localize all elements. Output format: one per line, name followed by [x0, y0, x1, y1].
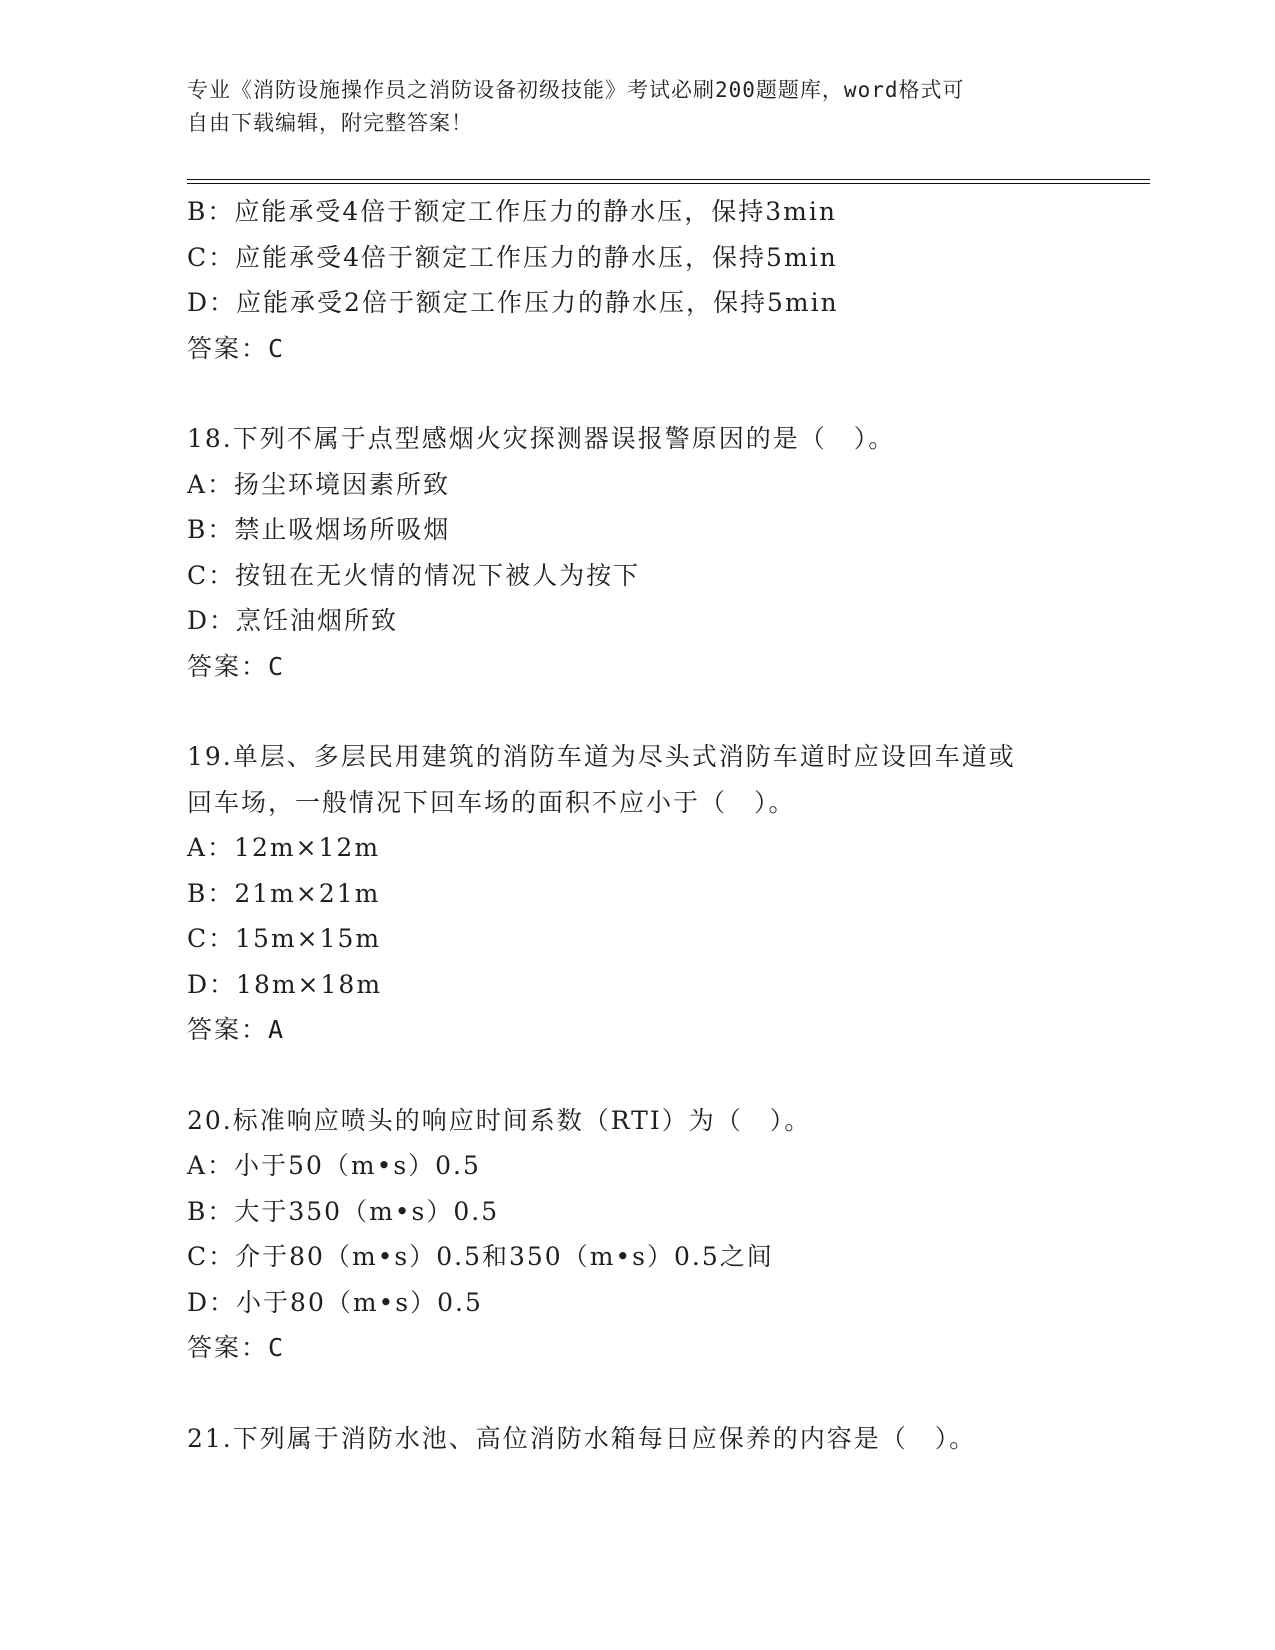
option-c: C：15m×15m [187, 924, 382, 953]
question-19 [187, 734, 1147, 1053]
option-d: D：18m×18m [187, 969, 383, 999]
option-a: A：小于50（m•s）0.5 [187, 1151, 481, 1180]
question-20 [187, 1098, 1147, 1371]
answer-line: 答案：C [187, 333, 286, 363]
option-b: B：21m×21m [187, 878, 381, 908]
option-b: B：大于350（m•s）0.5 [187, 1196, 500, 1226]
answer-line: 答案：C [187, 651, 286, 681]
header-line-2: 自由下载编辑，附完整答案！ [187, 111, 473, 135]
option-c: C：按钮在无火情的情况下被人为按下 [187, 560, 641, 590]
question-text: 21.下列属于消防水池、高位消防水箱每日应保养的内容是（ ）。 [187, 1423, 977, 1453]
answer-line: 答案：A [187, 1015, 286, 1044]
question-text-line-2: 回车场，一般情况下回车场的面积不应小于（ ）。 [187, 787, 796, 817]
option-a: A：扬尘环境因素所致 [187, 469, 451, 499]
question-text: 18.下列不属于点型感烟火灾探测器误报警原因的是（ ）。 [187, 424, 896, 453]
option-c: C：介于80（m•s）0.5和350（m•s）0.5之间 [187, 1242, 774, 1271]
header-divider-bottom [187, 183, 1150, 184]
question-list [187, 189, 1147, 1461]
option-b: B：禁止吸烟场所吸烟 [187, 515, 451, 544]
spacer [187, 1053, 1147, 1098]
option-d: D：小于80（m•s）0.5 [187, 1287, 483, 1317]
option-d: D：应能承受2倍于额定工作压力的静水压，保持5min [187, 288, 839, 317]
option-a: A：12m×12m [187, 833, 381, 862]
question-21 [187, 1416, 1147, 1462]
option-c: C：应能承受4倍于额定工作压力的静水压，保持5min [187, 242, 838, 272]
question-text: 20.标准响应喷头的响应时间系数（RTI）为（ ）。 [187, 1105, 812, 1135]
spacer [187, 689, 1147, 734]
question-17-tail [187, 189, 1147, 371]
answer-line: 答案：C [187, 1333, 286, 1362]
option-d: D：烹饪油烟所致 [187, 606, 399, 635]
question-18 [187, 416, 1147, 689]
header-line-1: 专业《消防设施操作员之消防设备初级技能》考试必刷200题题库，word格式可 [187, 78, 965, 102]
document-header [187, 74, 1087, 140]
spacer [187, 371, 1147, 416]
spacer [187, 1371, 1147, 1416]
header-divider-top [187, 179, 1150, 180]
question-text-line-1: 19.单层、多层民用建筑的消防车道为尽头式消防车道时应设回车道或 [187, 742, 1016, 771]
option-b: B：应能承受4倍于额定工作压力的静水压，保持3min [187, 197, 837, 226]
